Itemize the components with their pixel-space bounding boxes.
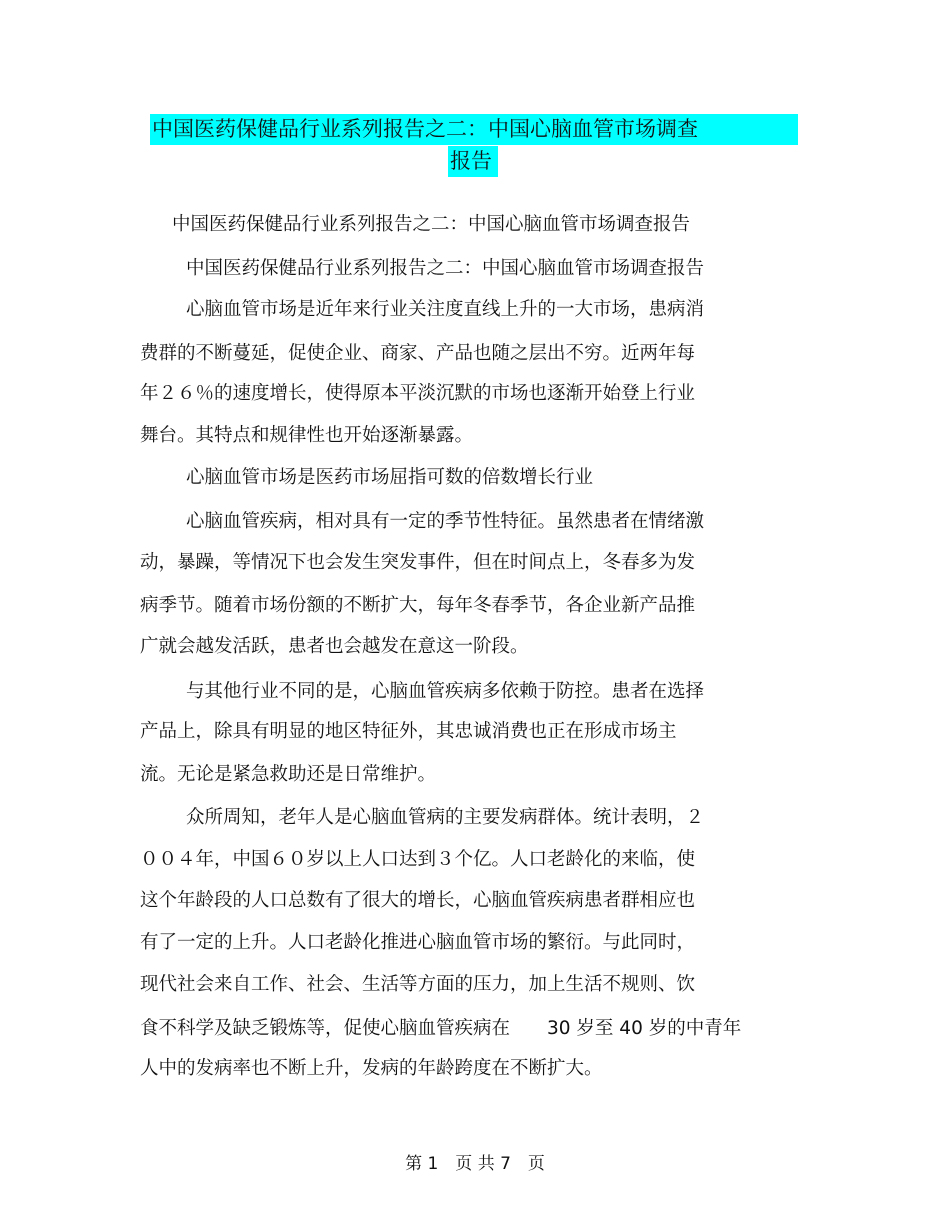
document-title-line-2: 报告 bbox=[448, 146, 498, 177]
paragraph-line: 年２６％的速度增长，使得原本平淡沉默的市场也逐渐开始登上行业 bbox=[140, 383, 696, 404]
paragraph-line: 产品上，除具有明显的地区特征外，其忠诚消费也正在形成市场主 bbox=[140, 721, 677, 742]
page-number-footer: 第 1 页 共 7 页 bbox=[405, 1154, 545, 1174]
paragraph-line: 食不科学及缺乏锻炼等，促使心脑血管疾病在 30 岁至 40 岁的中青年 bbox=[140, 1018, 742, 1039]
document-title-line-1: 中国医药保健品行业系列报告之二：中国心脑血管市场调查 bbox=[150, 114, 798, 145]
paragraph-line: 有了一定的上升。人口老龄化推进心脑血管市场的繁衍。与此同时， bbox=[140, 932, 696, 953]
paragraph-line: 这个年龄段的人口总数有了很大的增长，心脑血管疾病患者群相应也 bbox=[140, 890, 696, 911]
paragraph-line: 现代社会来自工作、社会、生活等方面的压力，加上生活不规则、饮 bbox=[140, 974, 696, 995]
paragraph-line: 流。无论是紧急救助还是日常维护。 bbox=[140, 764, 437, 785]
subtitle-line: 中国医药保健品行业系列报告之二：中国心脑血管市场调查报告 bbox=[186, 258, 705, 279]
paragraph-line: ００４年，中国６０岁以上人口达到３个亿。人口老龄化的来临，使 bbox=[140, 849, 696, 870]
paragraph-line: 心脑血管市场是近年来行业关注度直线上升的一大市场，患病消 bbox=[186, 299, 705, 320]
paragraph-line: 众所周知，老年人是心脑血管病的主要发病群体。统计表明，２ bbox=[186, 807, 705, 828]
paragraph-line: 与其他行业不同的是，心脑血管疾病多依赖于防控。患者在选择 bbox=[186, 681, 705, 702]
paragraph-line: 舞台。其特点和规律性也开始逐渐暴露。 bbox=[140, 425, 474, 446]
paragraph-line: 人中的发病率也不断上升，发病的年龄跨度在不断扩大。 bbox=[140, 1058, 603, 1079]
paragraph-line: 广就会越发活跃，患者也会越发在意这一阶段。 bbox=[140, 636, 529, 657]
subtitle-line: 中国医药保健品行业系列报告之二：中国心脑血管市场调查报告 bbox=[172, 214, 691, 235]
paragraph-line: 病季节。随着市场份额的不断扩大，每年冬春季节，各企业新产品推 bbox=[140, 595, 696, 616]
paragraph-line: 动，暴躁，等情况下也会发生突发事件，但在时间点上，冬春多为发 bbox=[140, 552, 696, 573]
section-heading: 心脑血管市场是医药市场屈指可数的倍数增长行业 bbox=[186, 467, 594, 488]
paragraph-line: 心脑血管疾病，相对具有一定的季节性特征。虽然患者在情绪激 bbox=[186, 511, 705, 532]
paragraph-line: 费群的不断蔓延，促使企业、商家、产品也随之层出不穷。近两年每 bbox=[140, 343, 696, 364]
